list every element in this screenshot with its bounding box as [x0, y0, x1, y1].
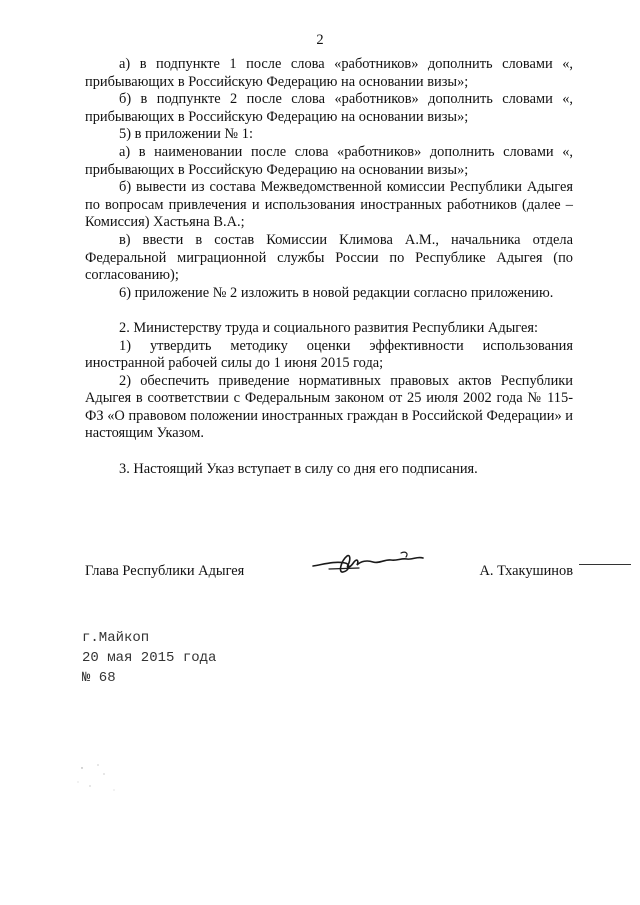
- paragraph: 2) обеспечить приведение нормативных правовых актов Республики Адыгея в соответствии с Федеральным законом от 25 июля 2002 года № 115-ФЗ «О правовом положении иностранных граждан в Российской Федерации» и настоящим Указом.: [85, 372, 573, 442]
- paragraph-gap: [85, 302, 573, 320]
- paragraph: 6) приложение № 2 изложить в новой редакции согласно приложению.: [119, 284, 554, 301]
- paragraph: б) в подпункте 2 после слова «работников» дополнить словами «, прибывающих в Российскую Федерацию на основании визы»;: [85, 91, 573, 125]
- signatory-position: Глава Республики Адыгея: [85, 563, 245, 579]
- signatory-name: А. Тхакушинов: [479, 563, 573, 579]
- page-number: 2: [316, 32, 324, 48]
- paragraph: 1) утвердить методику оценки эффективности использования иностранной рабочей силы до 1 июня 2015 года;: [85, 337, 573, 372]
- paragraph: 3. Настоящий Указ вступает в силу со дня его подписания.: [119, 460, 478, 477]
- issue-city: г.Майкоп: [82, 630, 150, 646]
- paragraph: в) ввести в состав Комиссии Климова А.М., начальника отдела Федеральной миграционной службы России по Республике Адыгея (по согласованию);: [85, 231, 573, 284]
- signature-block: [85, 563, 573, 583]
- issue-details: [82, 628, 216, 688]
- paragraph: б) вывести из состава Межведомственной комиссии Республики Адыгея по вопросам привлечения и использования иностранных работников (далее – Комиссия) Хастьяна В.А.;: [85, 179, 573, 231]
- handwritten-signature: [305, 547, 435, 577]
- paragraph: 5) в приложении № 1:: [119, 126, 253, 143]
- issue-date: 20 мая 2015 года: [82, 650, 217, 666]
- decree-body: [85, 56, 573, 478]
- paragraph: а) в наименовании после слова «работников» дополнить словами «, прибывающих в Российскую Федерацию на основании визы»;: [85, 143, 573, 178]
- paragraph: 2. Министерству труда и социального развития Республики Адыгея:: [119, 319, 539, 336]
- signature-trailing-line: [579, 564, 631, 565]
- paragraph-gap: [85, 443, 573, 461]
- decree-number: № 68: [82, 670, 116, 686]
- paragraph: а) в подпункте 1 после слова «работников» дополнить словами «, прибывающих в Российскую Федерацию на основании визы»;: [85, 56, 573, 90]
- scan-specks: [70, 760, 130, 810]
